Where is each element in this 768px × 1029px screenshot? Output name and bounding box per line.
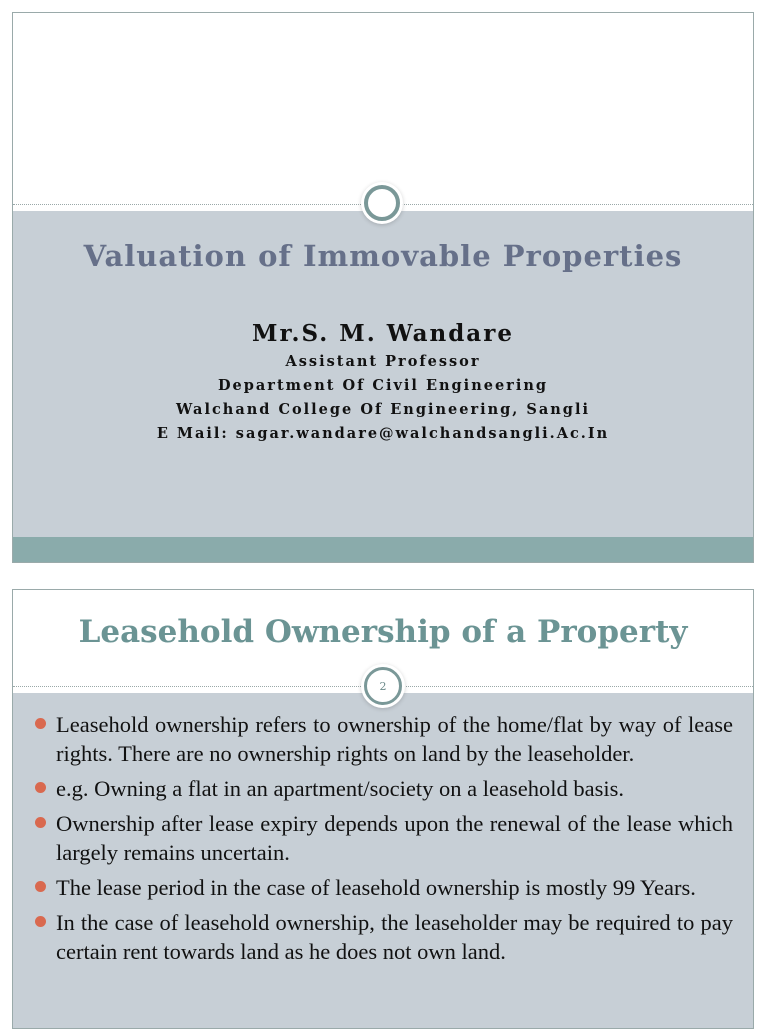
bullet-dot-icon bbox=[35, 881, 46, 892]
slide-1-top-area bbox=[13, 13, 753, 211]
bullet-text: In the case of leasehold ownership, the leaseholder may be required to pay certain rent towards land as he does not own land. bbox=[56, 910, 733, 964]
slide-1 bbox=[12, 12, 754, 563]
page-number: 2 bbox=[379, 679, 387, 693]
author-block bbox=[13, 318, 753, 446]
bullet-text: e.g. Owning a flat in an apartment/society on a leasehold basis. bbox=[56, 776, 624, 801]
page-number-badge bbox=[364, 667, 402, 705]
bullet-dot-icon bbox=[35, 782, 46, 793]
slide-1-footer-bar bbox=[13, 537, 753, 563]
author-name: Mr.S. M. Wandare bbox=[252, 320, 514, 347]
author-college: Walchand College Of Engineering, Sangli bbox=[176, 401, 590, 418]
list-item bbox=[35, 873, 733, 902]
author-position: Assistant Professor bbox=[285, 353, 481, 370]
list-item bbox=[35, 710, 733, 768]
bullet-text: Leasehold ownership refers to ownership of the home/flat by way of lease rights. There are no ownership rights on land by the leaseholder. bbox=[56, 712, 733, 766]
author-department: Department Of Civil Engineering bbox=[217, 377, 549, 394]
bullet-dot-icon bbox=[35, 718, 46, 729]
circle-ornament bbox=[364, 185, 400, 221]
bullet-text: The lease period in the case of leasehold ownership is mostly 99 Years. bbox=[56, 875, 696, 900]
bullet-text: Ownership after lease expiry depends upon the renewal of the lease which largely remains uncertain. bbox=[56, 811, 733, 865]
bullet-dot-icon bbox=[35, 817, 46, 828]
list-item bbox=[35, 774, 733, 803]
author-email: E Mail: sagar.wandare@walchandsangli.Ac.In bbox=[156, 425, 610, 442]
slide-2-title: Leasehold Ownership of a Property bbox=[78, 614, 688, 650]
slide-1-title: Valuation of Immovable Properties bbox=[83, 239, 683, 273]
bullet-list bbox=[35, 710, 733, 972]
slide-2 bbox=[12, 589, 754, 1029]
list-item bbox=[35, 908, 733, 966]
bullet-dot-icon bbox=[35, 916, 46, 927]
list-item bbox=[35, 809, 733, 867]
